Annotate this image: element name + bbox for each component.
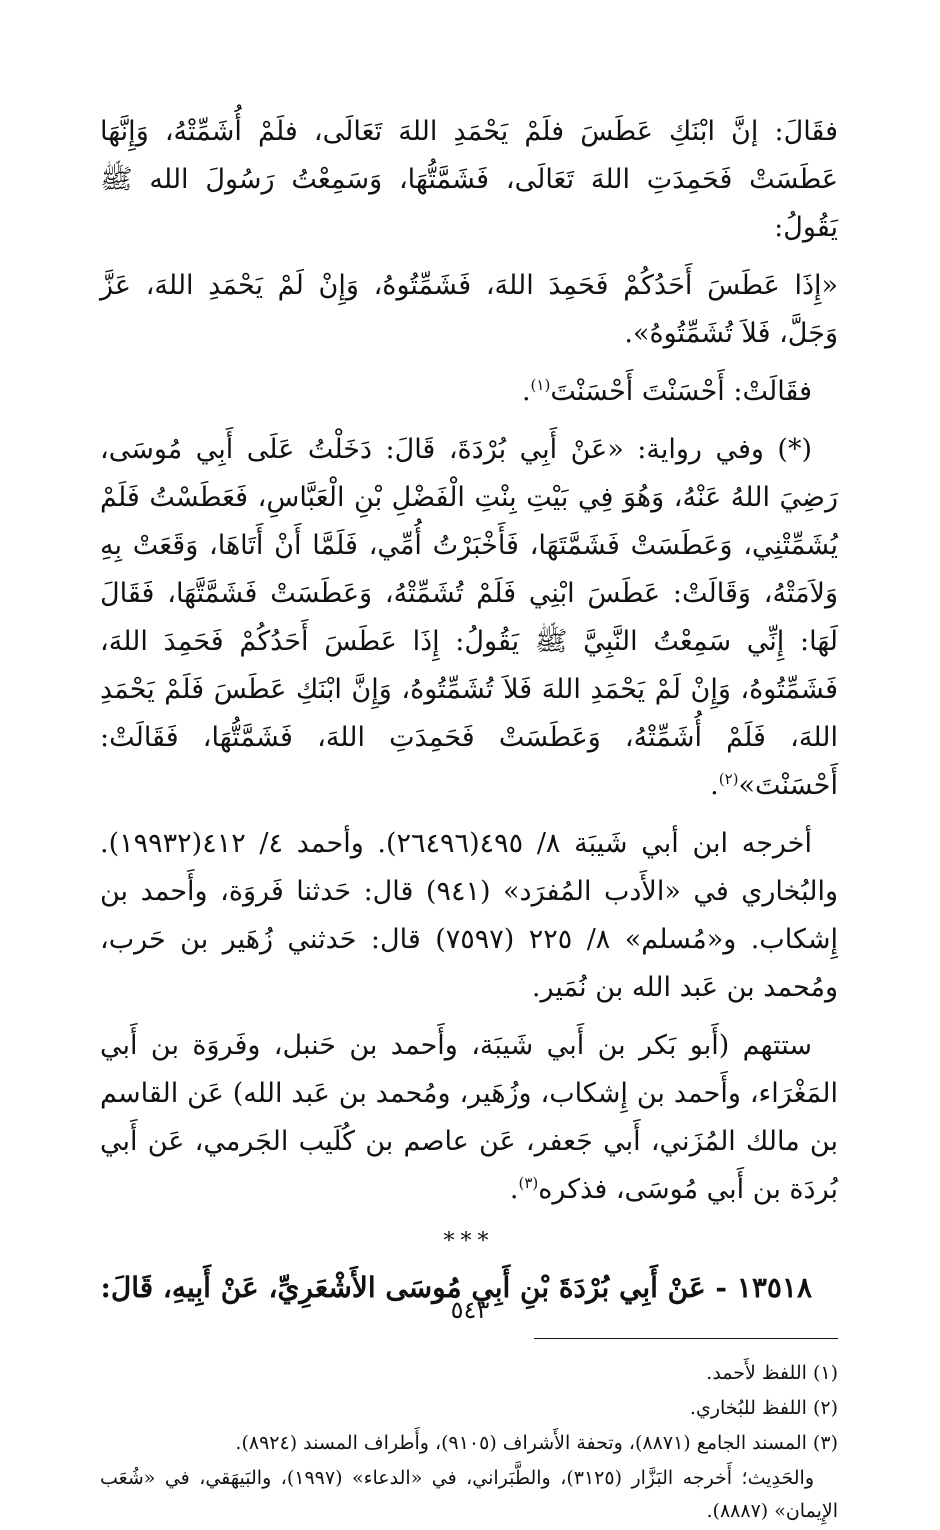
footnote-2: (٢) اللفظ للبُخاري. [689, 1397, 838, 1419]
paragraph-3: فقَالَتْ: أَحْسَنْتَ أَحْسَنْتَ$^{(١)}$. [521, 376, 812, 407]
footnote-marker-1: (١) [530, 376, 551, 394]
footnote-marker-3: (٣) [518, 1174, 539, 1192]
paragraph-1: فقَالَ: إنَّ ابْنَكِ عَطَسَ فلَمْ يَحْمَدِ اللهَ تَعَالَى، فلَمْ أُشَمِّتْهُ، وَإِنَّهَا عَطَسَتْ فَحَمِدَتِ اللهَ تَعَالَى، فَشَمَّتُّهَا، وَسَمِعْتُ رَسُولَ الله ﷺ يَقُولُ: [100, 116, 838, 243]
page-number: ٥٤٣ [450, 1296, 490, 1324]
paragraph-5-takhrij: أخرجه ابن أبي شَيبَة ٨/ ٤٩٥(٢٦٤٩٦). وأحمد ٤/ ٤١٢(١٩٩٣٢). والبُخاري في «الأَدب المُفرَد» (٩٤١) قال: حَدثنا فَروَة، وأَحمد بن إِشكاب. و«مُسلم» ٨/ ٢٢٥ (٧٥٩٧) قال: حَدثني زُهَير بن حَرب، ومُحمد بن عَبد الله بن نُمَير. [100, 828, 839, 1003]
paragraph-4-text: (*) وفي رواية: «عَنْ أَبِي بُرْدَةَ، قَالَ: دَخَلْتُ عَلَى أَبِي مُوسَى، رَضِيَ اللهُ عَنْهُ، وَهُوَ فِي بَيْتِ بِنْتِ الْفَضْلِ بْنِ الْعَبَّاسِ، فَعَطَسْتُ فَلَمْ يُشَمِّتْنِي، وَعَطَسَتْ فَشَمَّتَهَا، فَأَخْبَرْتُ أُمِّي، فَلَمَّا أَنْ أَتَاهَا، وَقَعَتْ بِهِ وَلاَمَتْهُ، وَقَالَتْ: عَطَسَ ابْنِي فَلَمْ تُشَمِّتْهُ، وَعَطَسَتْ فَشَمَّتَّهَا، فَقَالَ لَهَا: إِنِّي سَمِعْتُ النَّبِيَّ ﷺ يَقُولُ: إِذَا عَطَسَ أَحَدُكُمْ فَحَمِدَ اللهَ، فَشَمِّتُوهُ، وَإِنْ لَمْ يَحْمَدِ اللهَ فَلاَ تُشَمِّتُوهُ، وَإِنَّ ابْنَكِ عَطَسَ فَلَمْ يَحْمَدِ اللهَ، فَلَمْ أُشَمِّتْهُ، وَعَطَسَتْ فَحَمِدَتِ اللهَ، فَشَمَّتُّهَا، فَقَالَتْ: أَحْسَنْتَ» [100, 434, 838, 801]
paragraph-4-riwaya: (*) وفي رواية: «عَنْ أَبِي بُرْدَةَ، قَالَ: دَخَلْتُ عَلَى أَبِي مُوسَى، رَضِيَ اللهُ عَنْهُ، وَهُوَ فِي بَيْتِ بِنْتِ الْفَضْلِ بْنِ الْعَبَّاسِ، فَعَطَسْتُ فَلَمْ يُشَمِّتْنِي، وَعَطَسَتْ فَشَمَّتَهَا، فَأَخْبَرْتُ أُمِّي، فَلَمَّا أَنْ أَتَاهَا، وَقَعَتْ بِهِ وَلاَمَتْهُ، وَقَالَتْ: عَطَسَ ابْنِي فَلَمْ تُشَمِّتْهُ، وَعَطَسَتْ فَشَمَّتَّهَا، فَقَالَ لَهَا: إِنِّي سَمِعْتُ النَّبِيَّ ﷺ يَقُولُ: إِذَا عَطَسَ أَحَدُكُمْ فَحَمِدَ اللهَ، فَشَمِّتُوهُ، وَإِنْ لَمْ يَحْمَدِ اللهَ فَلاَ تُشَمِّتُوهُ، وَإِنَّ ابْنَكِ عَطَسَ فَلَمْ يَحْمَدِ اللهَ، فَلَمْ أُشَمِّتْهُ، وَعَطَسَتْ فَحَمِدَتِ اللهَ، فَشَمَّتُّهَا، فَقَالَتْ: أَحْسَنْتَ»$^{(٢)}$. [100, 434, 838, 801]
paragraph-6-isnad: ستتهم (أَبو بَكر بن أَبي شَيبَة، وأَحمد بن حَنبل، وفَروَة بن أَبي المَغْرَاء، وأَحمد بن إِشكاب، وزُهَير، ومُحمد بن عَبد الله) عَن القاسم بن مالك المُزَني، أَبي جَعفر، عَن عاصم بن كُلَيب الجَرمي، عَن أَبي بُردَة بن أَبي مُوسَى، فذكره$^{(٣)}$. [100, 1030, 838, 1205]
section-separator-stars: *** [443, 1229, 495, 1254]
main-text [100, 108, 838, 1214]
footnote-1: (١) اللفظ لأَحمد. [706, 1362, 838, 1384]
hadith-heading: ١٣٥١٨ - عَنْ أَبِي بُرْدَةَ بْنِ أَبِي مُوسَى الأَشْعَرِيِّ، عَنْ أَبِيهِ، قَالَ: [100, 1271, 812, 1304]
paragraph-6-text: ستتهم (أَبو بَكر بن أَبي شَيبَة، وأَحمد بن حَنبل، وفَروَة بن أَبي المَغْرَاء، وأَحمد بن إِشكاب، وزُهَير، ومُحمد بن عَبد الله) عَن القاسم بن مالك المُزَني، أَبي جَعفر، عَن عاصم بن كُلَيب الجَرمي، عَن أَبي بُردَة بن أَبي مُوسَى، فذكره [100, 1030, 838, 1205]
footnote-marker-2: (٢) [718, 770, 739, 788]
paragraph-2-hadith-quote: «إِذَا عَطَسَ أَحَدُكُمْ فَحَمِدَ اللهَ، فَشَمِّتُوهُ، وَإِنْ لَمْ يَحْمَدِ اللهَ، عَزَّ وَجَلَّ، فَلاَ تُشَمِّتُوهُ». [100, 270, 838, 349]
footnote-3-continuation: والحَدِيث؛ أَخرجه البَزَّار (٣١٢٥)، والطَّبَراني، في «الدعاء» (١٩٩٧)، والبَيهَقي، في «شُعَب الإِيمان» (٨٨٨٧). [100, 1467, 838, 1522]
paragraph-3-text: فقَالَتْ: أَحْسَنْتَ أَحْسَنْتَ [550, 376, 812, 407]
footnote-3: (٣) المسند الجامع (٨٨٧١)، وتحفة الأَشراف (٩١٠٥)، وأَطراف المسند (٨٩٢٤). [235, 1432, 838, 1454]
footnote-divider [534, 1338, 838, 1339]
footnotes [100, 1357, 838, 1528]
